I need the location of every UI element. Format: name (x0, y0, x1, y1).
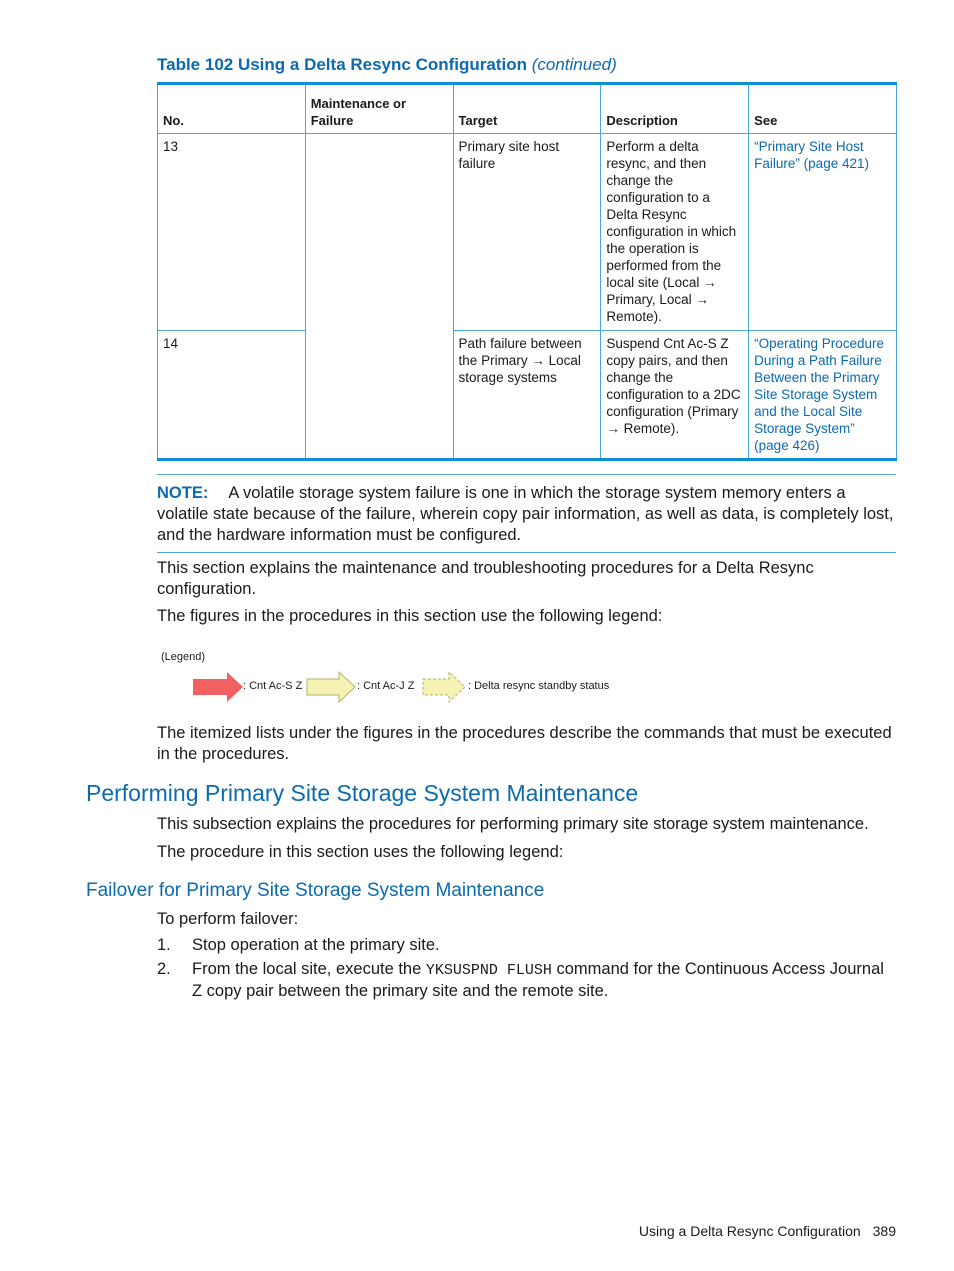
header-see: See (749, 84, 897, 134)
paragraph-intro: This section explains the maintenance and troubleshooting procedures for a Delta Resync configuration. (157, 559, 814, 598)
cell-description: Perform a delta resync, and then change the configuration to a Delta Resync configuration in which the operation is performed from the local site (Local → Primary, Local → Remote). (601, 134, 749, 331)
table-caption (157, 55, 617, 75)
legend-item-cnt-ac-s-z: : Cnt Ac-S Z (243, 680, 303, 692)
legend-figure (157, 648, 627, 704)
paragraph-procedure-legend: The procedure in this section uses the following legend: (157, 843, 564, 861)
legend-item-cnt-ac-j-z: : Cnt Ac-J Z (357, 680, 415, 692)
note-box (157, 474, 896, 553)
see-link-operating-procedure[interactable]: “Operating Procedure During a Path Failure Between the Primary Site Storage System and the Local Site Storage System” (page 426) (754, 336, 884, 453)
paragraph-failover: To perform failover: (157, 910, 299, 928)
step-text-post: command for the Continuous Access Journal Z copy pair between the primary site and the remote site. (192, 960, 884, 1000)
page-number: 389 (872, 1223, 896, 1239)
header-target: Target (453, 84, 601, 134)
cell-maintenance (305, 134, 453, 460)
note-text: A volatile storage system failure is one in which the storage system memory enters a volatile state because of the failure, wherein copy pair information, as well as data, is completely lost, and the hardware information must be configured. (157, 484, 894, 544)
yellow-arrow-icon (307, 672, 355, 702)
header-description: Description (601, 84, 749, 134)
delta-resync-table (157, 82, 897, 461)
section-heading: Performing Primary Site Storage System Maintenance (86, 780, 639, 806)
paragraph-legend-intro: The figures in the procedures in this section use the following legend: (157, 607, 663, 625)
list-text (192, 959, 897, 1002)
subsection-heading: Failover for Primary Site Storage System Maintenance (86, 880, 545, 901)
table-caption-continued: (continued) (531, 55, 617, 74)
header-no: No. (158, 84, 306, 134)
see-link-primary-site-host-failure[interactable]: “Primary Site Host Failure” (page 421) (754, 139, 869, 171)
header-maintenance: Maintenance or Failure (305, 84, 453, 134)
table-header-row (158, 84, 897, 134)
step-text-pre: From the local site, execute the (192, 960, 422, 978)
table-row (158, 134, 897, 331)
red-arrow-icon (193, 672, 243, 702)
paragraph-subsection: This subsection explains the procedures for performing primary site storage system maintenance. (157, 815, 869, 833)
legend-arrows (157, 648, 627, 704)
cell-see (749, 331, 897, 460)
table-row (158, 331, 897, 460)
cell-no: 13 (158, 134, 306, 331)
note-label: NOTE: (157, 484, 209, 502)
page-footer (639, 1223, 896, 1239)
list-number: 1. (157, 936, 171, 954)
footer-title: Using a Delta Resync Configuration (638, 1223, 861, 1239)
cell-description: Suspend Cnt Ac-S Z copy pairs, and then change the configuration to a 2DC configuration (Primary → Remote). (601, 331, 749, 460)
command-code: YKSUSPND FLUSH (425, 962, 552, 979)
cell-target: Path failure between the Primary → Local storage systems (453, 331, 601, 460)
table-caption-title: Table 102 Using a Delta Resync Configuration (157, 55, 527, 74)
cell-no: 14 (158, 331, 306, 460)
paragraph-itemized: The itemized lists under the figures in the procedures describe the commands that must be executed in the procedures. (157, 724, 892, 763)
legend-item-delta-resync: : Delta resync standby status (468, 680, 610, 692)
cell-see (749, 134, 897, 331)
list-text: Stop operation at the primary site. (192, 936, 440, 954)
cell-target: Primary site host failure (453, 134, 601, 331)
legend-title: (Legend) (161, 651, 206, 663)
list-number: 2. (157, 960, 171, 978)
dashed-yellow-arrow-icon (423, 672, 465, 702)
